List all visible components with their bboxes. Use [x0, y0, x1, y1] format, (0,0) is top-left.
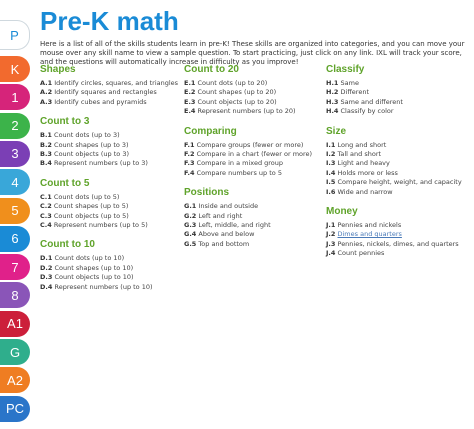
skills-column-2 — [184, 64, 322, 258]
skill-link[interactable]: Wide and narrow — [337, 187, 393, 196]
skill-category — [184, 126, 322, 179]
skill-item[interactable] — [40, 273, 178, 282]
grade-tab-6[interactable]: 6 — [0, 226, 30, 252]
skill-link[interactable]: Holds more or less — [337, 168, 398, 177]
skill-code: F.1 — [184, 140, 195, 149]
category-heading: Classify — [326, 64, 365, 75]
skill-code: F.4 — [184, 168, 195, 177]
skill-item[interactable] — [184, 150, 322, 159]
skill-category — [40, 116, 178, 169]
skill-code: J.3 — [326, 239, 336, 248]
grade-tab-k[interactable]: K — [0, 56, 30, 82]
skill-link[interactable]: Same — [340, 79, 359, 87]
skill-category — [40, 64, 178, 107]
skill-item[interactable] — [40, 202, 178, 211]
skill-link[interactable]: Left and right — [198, 211, 243, 220]
skill-link[interactable]: Represent numbers (up to 10) — [54, 282, 153, 291]
skill-link[interactable]: Compare in a chart (fewer or more) — [196, 150, 313, 159]
category-heading: Positions — [184, 187, 230, 199]
skill-category — [184, 187, 322, 249]
skill-code: G.4 — [184, 230, 197, 239]
skill-link[interactable]: Compare numbers up to 5 — [196, 168, 282, 177]
grade-tab-5[interactable]: 5 — [0, 198, 30, 224]
intro-text: Here is a list of all of the skills students learn in pre-K! These skills are organized into categories, and you can move your mouse over any skill name to view a sample question. To start practicing, just click on any link. IXL will track your score, and the questions will automatically increase in difficulty as you improve! — [40, 40, 465, 66]
main-content — [40, 6, 470, 67]
skill-code: B.4 — [40, 159, 52, 168]
category-heading: Count to 5 — [40, 177, 90, 189]
grade-tab-p[interactable]: P — [0, 20, 30, 50]
skill-code: I.3 — [326, 159, 336, 168]
skill-code: H.3 — [326, 97, 339, 106]
skill-code: D.4 — [40, 282, 53, 291]
skills-column-3 — [326, 64, 472, 268]
skill-code: J.2 — [326, 230, 336, 239]
skill-item[interactable] — [40, 193, 178, 202]
skill-link[interactable]: Long and short — [337, 140, 387, 149]
category-heading: Money — [326, 206, 358, 218]
skill-item[interactable] — [184, 141, 322, 150]
category-heading: Count to 20 — [184, 64, 239, 75]
skill-link[interactable]: Identify squares and rectangles — [54, 88, 157, 97]
skill-link[interactable]: Represent numbers (up to 5) — [53, 221, 148, 230]
skill-item[interactable] — [184, 212, 322, 221]
skill-item[interactable] — [184, 202, 322, 211]
skill-code: B.3 — [40, 150, 52, 159]
skill-code: J.4 — [326, 249, 336, 258]
skill-category — [184, 64, 322, 117]
skill-item[interactable] — [326, 107, 472, 116]
skill-code: E.3 — [184, 97, 196, 106]
skill-item[interactable] — [184, 98, 322, 107]
skill-link[interactable]: Light and heavy — [337, 159, 390, 168]
skill-code: C.3 — [40, 211, 52, 220]
skill-link[interactable]: Count objects (up to 10) — [54, 273, 134, 282]
skill-link[interactable]: Count shapes (up to 10) — [54, 263, 134, 272]
skill-link[interactable]: Count dots (up to 5) — [53, 192, 120, 201]
skill-code: H.2 — [326, 88, 339, 97]
skill-code: E.2 — [184, 88, 196, 97]
skill-code: H.4 — [326, 107, 339, 116]
skill-code: B.2 — [40, 140, 52, 149]
skill-item[interactable] — [184, 88, 322, 97]
skill-link[interactable]: Represent numbers (up to 3) — [54, 159, 148, 168]
skill-link[interactable]: Count dots (up to 20) — [197, 79, 268, 87]
skill-item[interactable] — [326, 98, 472, 107]
skill-item[interactable] — [326, 249, 472, 258]
skill-link[interactable]: Count shapes (up to 3) — [54, 140, 129, 149]
grade-tab-2[interactable]: 2 — [0, 113, 30, 139]
skill-link[interactable]: Same and different — [340, 97, 403, 106]
skill-item[interactable] — [40, 150, 178, 159]
skill-link[interactable]: Count objects (up to 3) — [54, 150, 129, 159]
grade-tab-3[interactable]: 3 — [0, 141, 30, 167]
skill-item[interactable] — [40, 141, 178, 150]
skill-item[interactable] — [40, 131, 178, 140]
skill-item[interactable] — [184, 230, 322, 239]
skills-column-1 — [40, 64, 178, 301]
skill-code: I.6 — [326, 187, 336, 196]
skill-category — [40, 239, 178, 292]
grade-tab-4[interactable]: 4 — [0, 169, 30, 195]
skill-item[interactable] — [40, 88, 178, 97]
skill-item[interactable] — [184, 107, 322, 116]
skill-link[interactable]: Identify cubes and pyramids — [54, 97, 147, 106]
skill-link[interactable]: Pennies and nickels — [337, 221, 402, 230]
skill-link[interactable]: Left, middle, and right — [198, 221, 271, 230]
skill-link[interactable]: Tall and short — [337, 150, 382, 159]
skill-item[interactable] — [184, 169, 322, 178]
grade-tab-8[interactable]: 8 — [0, 282, 30, 308]
skill-link[interactable]: Count pennies — [337, 249, 385, 258]
skill-item[interactable] — [326, 141, 472, 150]
skill-link[interactable]: Count objects (up to 5) — [53, 211, 129, 220]
skill-link[interactable]: Count objects (up to 20) — [197, 97, 277, 106]
skill-item[interactable] — [40, 221, 178, 230]
skill-code: J.1 — [326, 221, 336, 230]
skill-link[interactable]: Different — [340, 88, 370, 97]
category-heading: Count to 3 — [40, 116, 90, 128]
skill-code: I.4 — [326, 168, 336, 177]
skill-link[interactable]: Above and below — [198, 230, 255, 239]
category-heading: Count to 10 — [40, 239, 95, 251]
skill-code: C.1 — [40, 192, 52, 201]
skill-item[interactable] — [326, 178, 472, 187]
grade-tab-7[interactable]: 7 — [0, 254, 30, 280]
skill-link[interactable]: Compare groups (fewer or more) — [196, 140, 304, 149]
skill-category — [326, 64, 472, 117]
skill-item[interactable] — [40, 212, 178, 221]
skill-code: H.1 — [326, 79, 339, 87]
skill-code: C.2 — [40, 202, 52, 211]
skill-code: G.1 — [184, 202, 197, 211]
skill-code: G.5 — [184, 239, 197, 248]
skill-item[interactable] — [326, 159, 472, 168]
skill-link[interactable]: Dimes and quarters — [337, 230, 402, 239]
skill-item[interactable] — [326, 221, 472, 230]
skill-item[interactable] — [40, 159, 178, 168]
skill-code: I.1 — [326, 140, 336, 149]
skill-link[interactable]: Identify circles, squares, and triangles — [54, 79, 179, 87]
grade-tab-a1[interactable]: A1 — [0, 311, 30, 337]
skill-code: D.3 — [40, 273, 53, 282]
skill-link[interactable]: Count shapes (up to 20) — [197, 88, 277, 97]
skill-code: E.4 — [184, 107, 196, 116]
skill-item[interactable] — [40, 264, 178, 273]
skill-code: I.5 — [326, 178, 336, 187]
grade-tab-a2[interactable]: A2 — [0, 367, 30, 393]
grade-tabs — [0, 0, 32, 429]
skill-code: D.1 — [40, 254, 53, 263]
skill-link[interactable]: Top and bottom — [198, 239, 250, 248]
skill-code: F.2 — [184, 150, 195, 159]
skill-code: A.2 — [40, 88, 53, 97]
skill-category — [40, 178, 178, 231]
skill-code: G.2 — [184, 211, 197, 220]
skill-item[interactable] — [184, 159, 322, 168]
skill-item[interactable] — [326, 88, 472, 97]
skill-item[interactable] — [326, 79, 472, 88]
skill-link[interactable]: Count dots (up to 3) — [54, 131, 120, 140]
grade-tab-1[interactable]: 1 — [0, 84, 30, 110]
skill-item[interactable] — [40, 254, 178, 263]
category-heading: Comparing — [184, 125, 237, 137]
skill-link[interactable]: Inside and outside — [198, 202, 259, 211]
skill-item[interactable] — [40, 98, 178, 107]
skill-category — [326, 126, 472, 197]
skill-item[interactable] — [184, 221, 322, 230]
skill-code: I.2 — [326, 150, 336, 159]
skill-link[interactable]: Compare height, weight, and capacity — [337, 178, 462, 187]
skill-item[interactable] — [184, 79, 322, 88]
skill-item[interactable] — [326, 169, 472, 178]
skill-item[interactable] — [40, 283, 178, 292]
skill-code: D.2 — [40, 263, 53, 272]
category-heading: Shapes — [40, 64, 76, 75]
skill-item[interactable] — [326, 240, 472, 249]
category-heading: Size — [326, 125, 347, 137]
page-title: Pre-K math — [40, 6, 179, 36]
skill-code: C.4 — [40, 221, 52, 230]
skill-link[interactable]: Count shapes (up to 5) — [53, 202, 129, 211]
skill-item[interactable] — [326, 230, 472, 239]
skill-code: F.3 — [184, 159, 195, 168]
skill-link[interactable]: Classify by color — [340, 107, 394, 116]
skill-code: A.1 — [40, 79, 53, 87]
skill-item[interactable] — [326, 188, 472, 197]
skill-link[interactable]: Represent numbers (up to 20) — [197, 107, 296, 116]
skill-link[interactable]: Pennies, nickels, dimes, and quarters — [337, 239, 459, 248]
skill-link[interactable]: Count dots (up to 10) — [54, 254, 125, 263]
skill-code: E.1 — [184, 79, 196, 87]
skill-item[interactable] — [326, 150, 472, 159]
grade-tab-g[interactable]: G — [0, 339, 30, 365]
skill-link[interactable]: Compare in a mixed group — [196, 159, 284, 168]
skill-code: G.3 — [184, 221, 197, 230]
skill-item[interactable] — [40, 79, 178, 88]
skill-item[interactable] — [184, 240, 322, 249]
skill-code: A.3 — [40, 97, 53, 106]
grade-tab-pc[interactable]: PC — [0, 396, 30, 422]
skill-category — [326, 206, 472, 259]
skill-code: B.1 — [40, 131, 52, 140]
